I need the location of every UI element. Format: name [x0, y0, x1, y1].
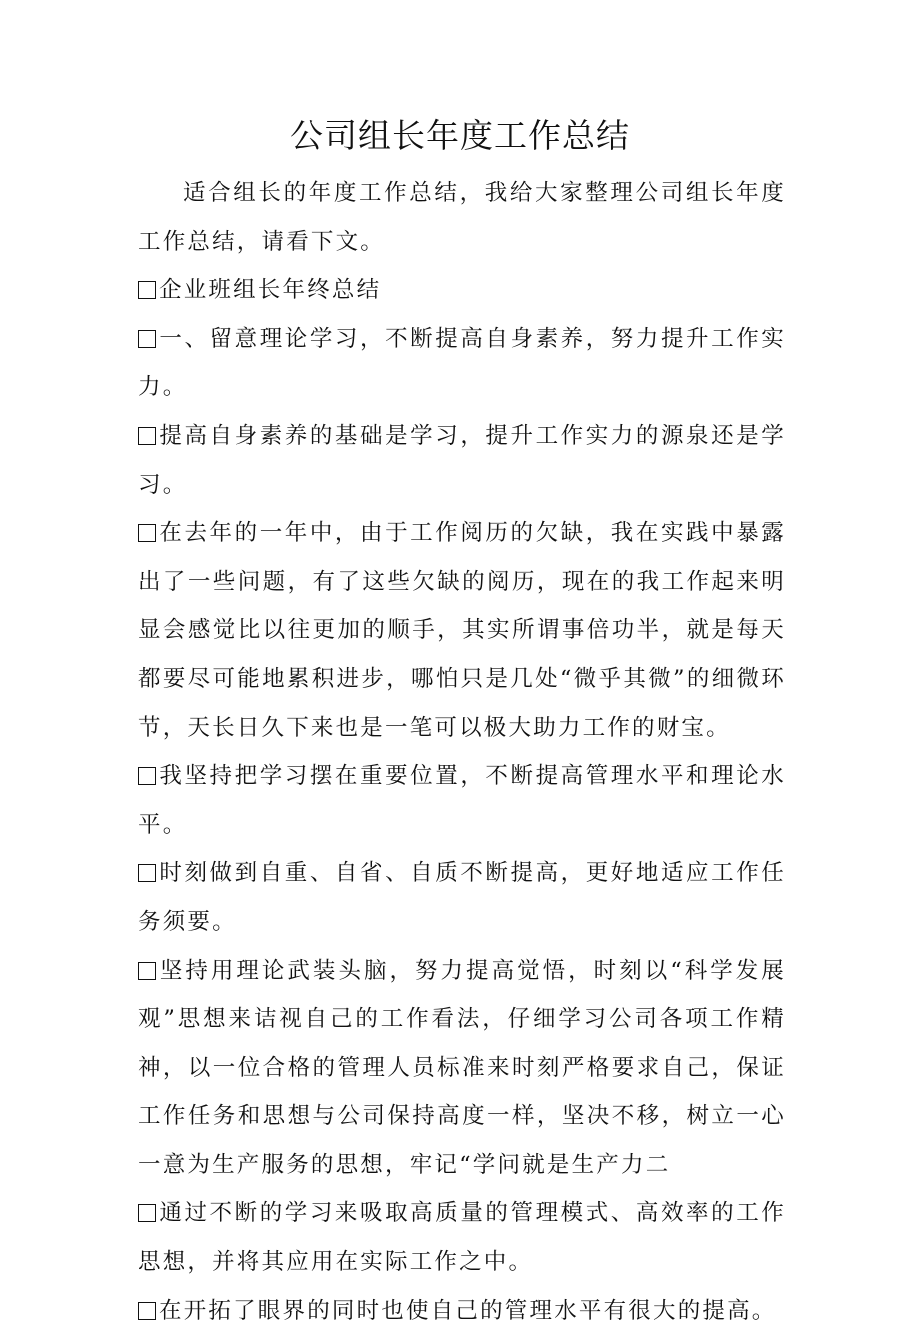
list-item [138, 1189, 786, 1286]
list-item-text: 我坚持把学习摆在重要位置，不断提高管理水平和理论水平。 [138, 763, 786, 838]
checkbox-icon [138, 864, 156, 882]
checkbox-icon [138, 962, 156, 980]
list-item-text: 通过不断的学习来吸取高质量的管理模式、高效率的工作思想，并将其应用在实际工作之中。 [138, 1200, 786, 1276]
list-item [138, 849, 786, 946]
list-item [138, 752, 786, 849]
checkbox-icon [138, 330, 156, 348]
checkbox-icon [138, 524, 156, 542]
checkbox-icon [138, 281, 156, 299]
list-item [138, 509, 786, 752]
list-item-text: 在开拓了眼界的同时也使自己的管理水平有很大的提高。 [159, 1297, 777, 1324]
checkbox-icon [138, 1302, 156, 1320]
list-item-text: 提高自身素养的基础是学习，提升工作实力的源泉还是学习。 [138, 422, 786, 498]
checkbox-icon [138, 767, 156, 785]
list-item-text: 坚持用理论武装头脑，努力提高觉悟，时刻以“科学发展观”思想来诘视自己的工作看法，仔细学习公司各项工作精神，以一位合格的管理人员标准来时刻严格要求自己，保证工作任务和思想与公司保持高度一样，坚决不移，树立一心一意为生产服务的思想，牢记“学问就是生产力二 [138, 957, 786, 1178]
list-item-text: 在去年的一年中，由于工作阅历的欠缺，我在实践中暴露出了一些问题，有了这些欠缺的阅历，现在的我工作起来明显会感觉比以往更加的顺手，其实所谓事倍功半，就是每天都要尽可能地累积进步，哪怕只是几处“微乎其微”的细微环节，天长日久下来也是一笔可以极大助力工作的财宝。 [138, 520, 786, 741]
intro-paragraph: 适合组长的年度工作总结，我给大家整理公司组长年度工作总结，请看下文。 [138, 180, 786, 255]
list-item [138, 1287, 786, 1335]
list-item-text: 时刻做到自重、自省、自质不断提高，更好地适应工作任务须要。 [138, 860, 786, 935]
checkbox-icon [138, 1204, 156, 1222]
list-item [138, 315, 786, 412]
document-title: 公司组长年度工作总结 [290, 116, 630, 155]
list-item [138, 266, 786, 315]
checkbox-icon [138, 427, 156, 445]
document-body [138, 169, 786, 1335]
list-item-text: 企业班组长年终总结 [159, 277, 382, 304]
list-item [138, 947, 786, 1190]
list-item-text: 一、留意理论学习，不断提高自身素养，努力提升工作实力。 [138, 325, 786, 401]
list-item [138, 412, 786, 509]
